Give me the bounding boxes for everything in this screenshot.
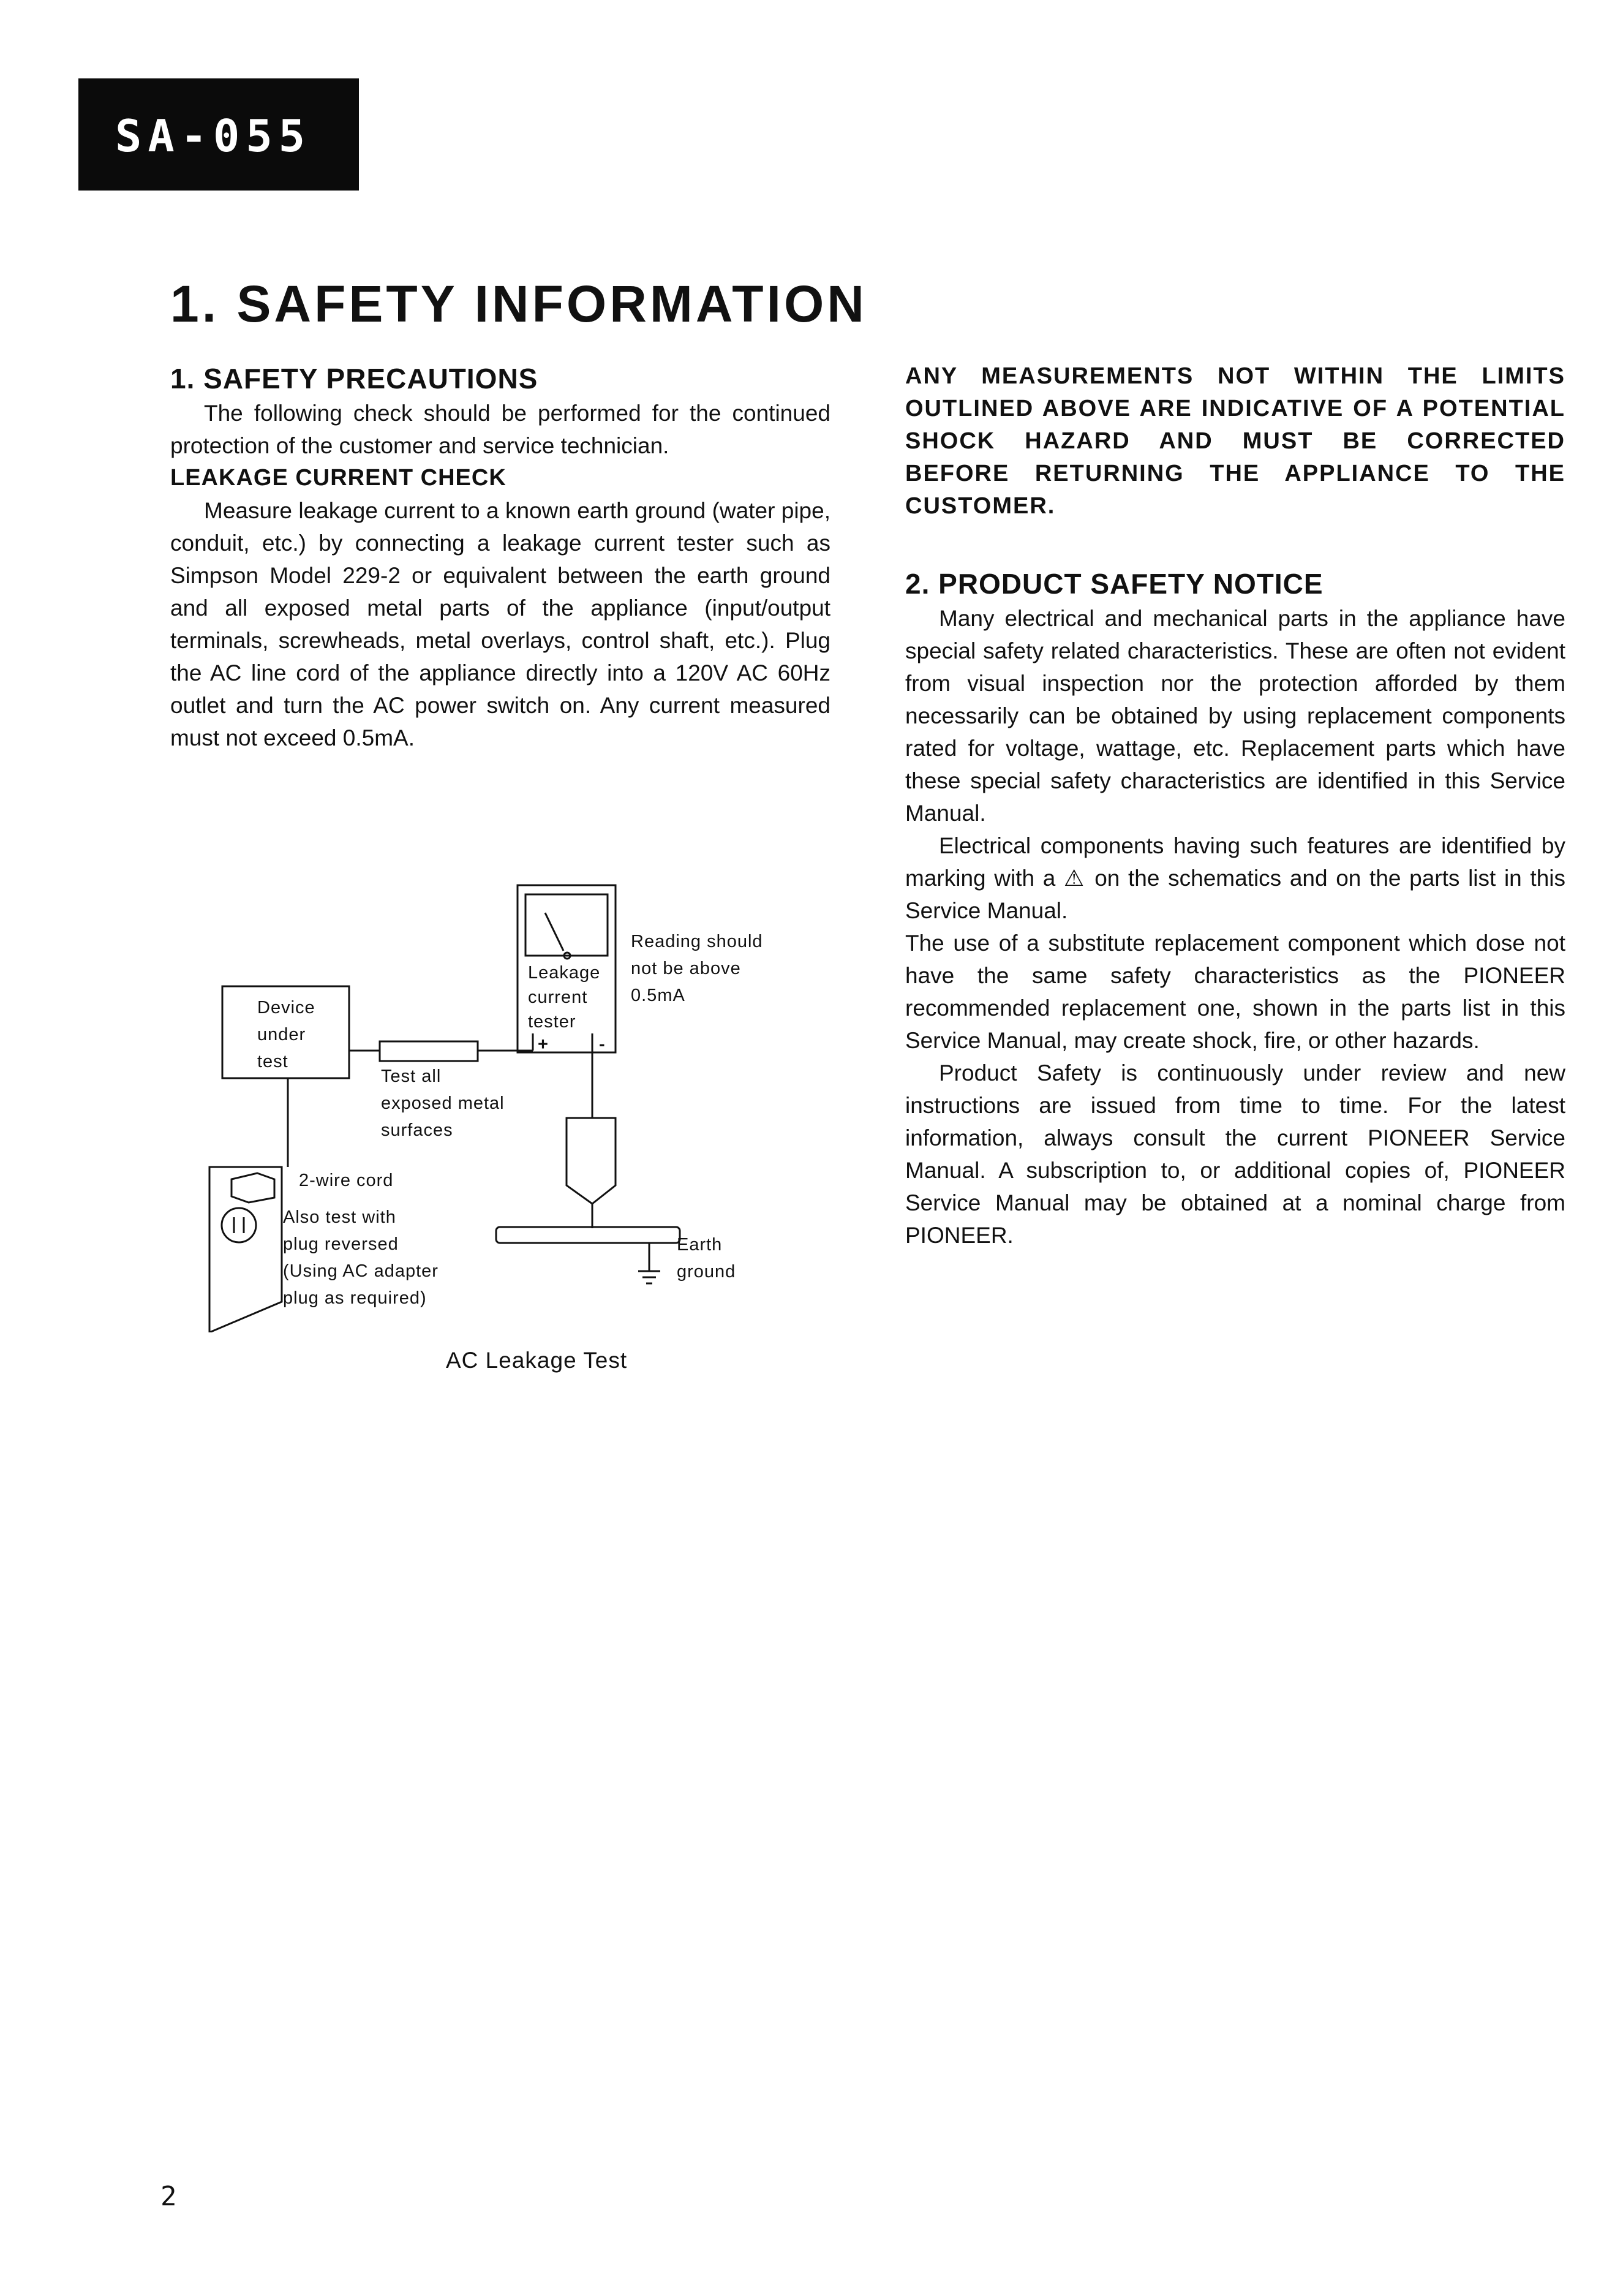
test-surfaces-label: Test all exposed metal surfaces <box>381 1067 505 1140</box>
reading-limit-label: Reading should not be above 0.5mA <box>631 932 763 1005</box>
notice-paragraph-4: Product Safety is continuously under review and new instructions are issued from time to time. For the latest information, always consult the current PIONEER Service Manual. A subscription to, or additional copies of, PIONEER Service Manual may be obtained at a nominal charge from PIONEER. <box>905 1060 1565 1248</box>
precautions-intro: The following check should be performed for the continued protection of the customer and service technician. <box>170 401 830 458</box>
minus-terminal-label: - <box>599 1035 606 1054</box>
reverse-plug-label: Also test with plug reversed (Using AC adapter plug as required) <box>283 1207 439 1308</box>
notice-paragraph-2: Electrical components having such features are identified by marking with a ⚠ on the schematics and on the parts list in this Service Manual. <box>905 833 1565 923</box>
tester-needle <box>545 913 563 951</box>
page-number: 2 <box>160 2181 177 2212</box>
notice-paragraph-1: Many electrical and mechanical parts in the appliance have special safety related characteristics. These are often not evident from visual inspection nor the protection afforded by them necessarily can be obtained by using replacement components rated for voltage, wattage, etc. Replacement parts which have these special safety characteristics are identified in this Service Manual. <box>905 606 1565 826</box>
ac-leakage-diagram <box>202 873 827 1332</box>
device-under-test-label: Device under test <box>257 998 315 1071</box>
model-number: SA-055 <box>115 110 312 162</box>
product-safety-notice-heading: 2. PRODUCT SAFETY NOTICE <box>905 568 1324 600</box>
page-title: 1. SAFETY INFORMATION <box>170 275 867 333</box>
leakage-check-text: Measure leakage current to a known earth ground (water pipe, conduit, etc.) by connecting a leakage current tester such as Simpson Model 229-2 or equivalent between the earth ground and all exposed metal parts of the appliance (input/output terminals, screwheads, metal overlays, control shaft, etc.). Plug the AC line cord of the appliance directly into a 120V AC 60Hz outlet and turn the AC power switch on. Any current measured must not exceed 0.5mA. <box>170 498 830 750</box>
earth-probe <box>567 1118 616 1204</box>
safety-precautions-heading: 1. SAFETY PRECAUTIONS <box>170 363 538 395</box>
warning-triangle-icon: ⚠ <box>1063 866 1086 891</box>
notice-paragraph-3: The use of a substitute replacement component which dose not have the same safety characteristics as the PIONEER recommended replacement one, shown in the parts list in this Service Manual, may create shock, fire, or other hazards. <box>905 931 1565 1053</box>
model-tab <box>78 78 359 191</box>
leakage-check-heading: LEAKAGE CURRENT CHECK <box>170 465 506 491</box>
figure-caption: AC Leakage Test <box>446 1348 628 1373</box>
earth-ground-label: Earth ground <box>677 1235 736 1282</box>
tester-meter-face <box>525 894 608 956</box>
right-column <box>905 360 1565 1252</box>
shock-hazard-warning: ANY MEASUREMENTS NOT WITHIN THE LIMITS OUTLINED ABOVE ARE INDICATIVE OF A POTENTIAL SHOCK HAZARD AND MUST BE CORRECTED BEFORE RETURNING THE APPLIANCE TO THE CUSTOMER. <box>905 363 1565 519</box>
outlet-socket <box>222 1208 256 1242</box>
wall-outlet <box>209 1167 282 1332</box>
plus-terminal-label: + <box>538 1035 549 1054</box>
test-probe <box>380 1041 478 1061</box>
ac-plug <box>232 1173 274 1203</box>
safety-precautions-column <box>170 360 830 754</box>
ground-rod <box>496 1227 680 1243</box>
two-wire-cord-label: 2-wire cord <box>299 1171 394 1190</box>
leakage-current-tester-label: Leakage current tester <box>528 963 601 1032</box>
